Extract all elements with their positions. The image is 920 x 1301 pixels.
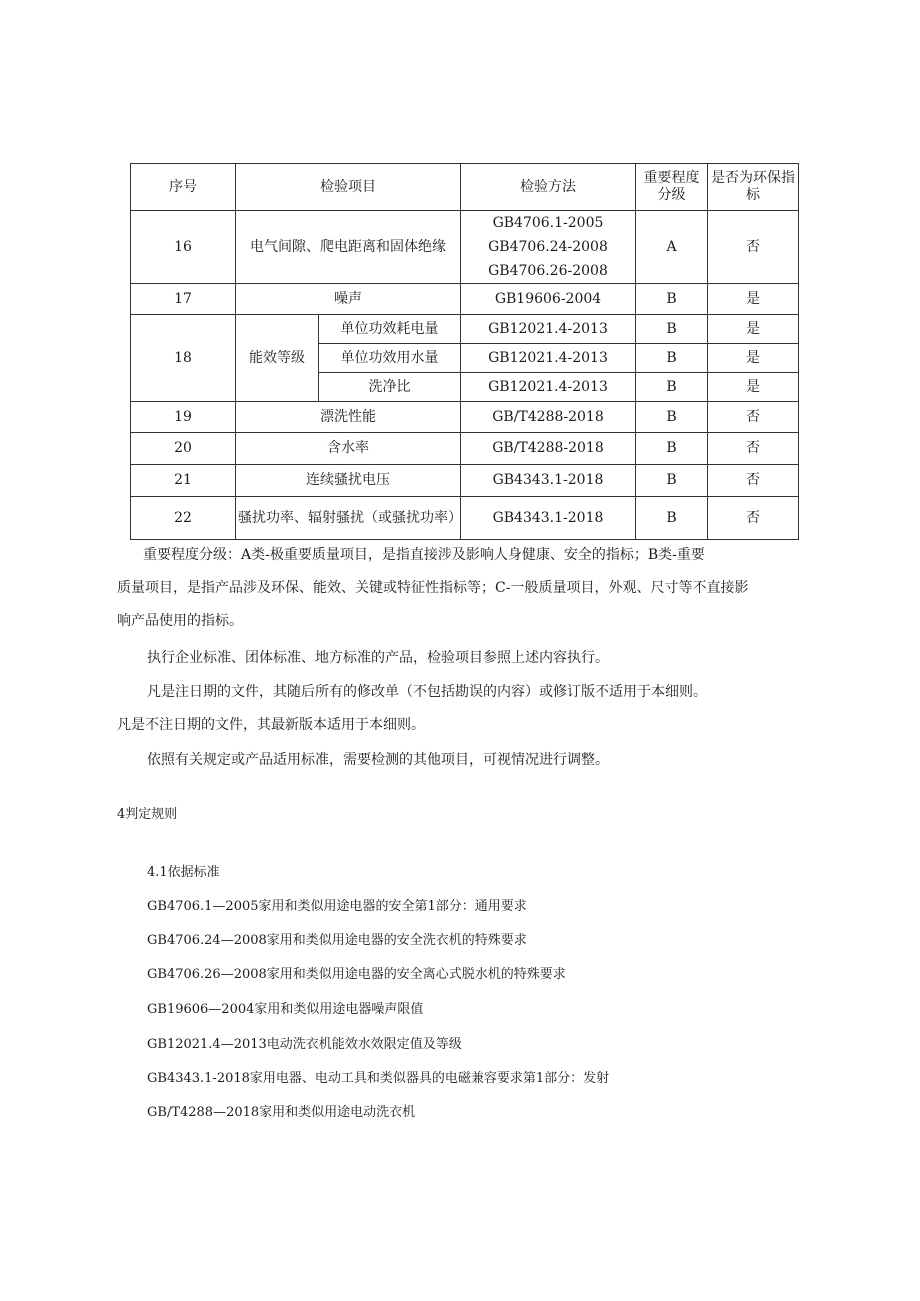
header-method: 检验方法 [461, 164, 636, 211]
row-grade: B [636, 284, 708, 315]
standard-item: GB/T4288—2018家用和类似用途电动洗衣机 [147, 1105, 416, 1120]
method-line: GB4706.1-2005 [492, 215, 604, 231]
row-eco: 否 [708, 402, 799, 433]
row-subitem: 单位功效用水量 [319, 344, 461, 373]
table-header-row [131, 164, 799, 211]
standard-item: GB19606—2004家用和类似用途电器噪声限值 [147, 1002, 424, 1017]
importance-note-line3: 响产品使用的指标。 [117, 613, 243, 629]
row-item: 电气间隙、爬电距离和固体绝缘 [236, 211, 461, 284]
row-method: GB4343.1-2018 [461, 465, 636, 497]
row-item: 能效等级 [236, 315, 319, 402]
row-method: GB12021.4-2013 [461, 373, 636, 402]
row-seq: 19 [131, 402, 236, 433]
table-row [131, 284, 799, 315]
standard-item: GB4706.26—2008家用和类似用途电器的安全离心式脱水机的特殊要求 [147, 967, 566, 982]
method-line: GB4706.26-2008 [488, 263, 608, 279]
method-line: GB4706.24-2008 [488, 239, 608, 255]
exec-standard-note: 执行企业标准、团体标准、地方标准的产品，检验项目参照上述内容执行。 [147, 650, 609, 666]
table-row [131, 465, 799, 497]
table-row [131, 497, 799, 540]
row-method [461, 211, 636, 284]
importance-note-line1: 重要程度分级：A类-极重要质量项目，是指直接涉及影响人身健康、安全的指标；B类-重要 [143, 547, 705, 563]
row-seq: 21 [131, 465, 236, 497]
dated-docs-note: 凡是注日期的文件，其随后所有的修改单（不包括勘误的内容）或修订版不适用于本细则。 [147, 684, 707, 700]
row-grade: B [636, 402, 708, 433]
row-eco: 是 [708, 373, 799, 402]
header-eco: 是否为环保指标 [708, 164, 799, 211]
header-seq: 序号 [131, 164, 236, 211]
row-eco: 否 [708, 465, 799, 497]
row-item: 漂洗性能 [236, 402, 461, 433]
row-item: 骚扰功率、辐射骚扰（或骚扰功率） [236, 497, 461, 540]
row-method: GB12021.4-2013 [461, 344, 636, 373]
row-method: GB4343.1-2018 [461, 497, 636, 540]
row-seq: 17 [131, 284, 236, 315]
row-seq: 18 [131, 315, 236, 402]
table-row [131, 402, 799, 433]
adjust-note: 依照有关规定或产品适用标准，需要检测的其他项目，可视情况进行调整。 [147, 752, 609, 768]
row-grade: B [636, 465, 708, 497]
row-seq: 22 [131, 497, 236, 540]
table-row [131, 315, 799, 344]
row-eco: 否 [708, 497, 799, 540]
standard-item: GB4706.24—2008家用和类似用途电器的安全洗衣机的特殊要求 [147, 933, 527, 948]
row-grade: A [636, 211, 708, 284]
row-method: GB12021.4-2013 [461, 315, 636, 344]
row-grade: B [636, 315, 708, 344]
row-item: 连续骚扰电压 [236, 465, 461, 497]
standard-item: GB12021.4—2013电动洗衣机能效水效限定值及等级 [147, 1037, 462, 1052]
row-item: 噪声 [236, 284, 461, 315]
header-item: 检验项目 [236, 164, 461, 211]
row-seq: 20 [131, 433, 236, 465]
row-eco: 是 [708, 284, 799, 315]
inspection-table [130, 163, 799, 540]
row-method: GB19606-2004 [461, 284, 636, 315]
importance-note-line2: 质量项目，是指产品涉及环保、能效、关键或特征性指标等；C-一般质量项目，外观、尺寸等不直接影 [117, 580, 749, 596]
row-grade: B [636, 344, 708, 373]
row-grade: B [636, 433, 708, 465]
row-grade: B [636, 497, 708, 540]
row-eco: 否 [708, 211, 799, 284]
row-method: GB/T4288-2018 [461, 433, 636, 465]
table-row [131, 211, 799, 284]
row-subitem: 单位功效耗电量 [319, 315, 461, 344]
row-item: 含水率 [236, 433, 461, 465]
row-grade: B [636, 373, 708, 402]
row-subitem: 洗净比 [319, 373, 461, 402]
row-eco: 是 [708, 315, 799, 344]
subsection-title: 4.1依据标准 [147, 865, 220, 880]
standard-item: GB4343.1-2018家用电器、电动工具和类似器具的电磁兼容要求第1部分：发射 [147, 1071, 610, 1086]
section-title: 4判定规则 [117, 807, 178, 822]
undated-docs-note: 凡是不注日期的文件，其最新版本适用于本细则。 [117, 717, 425, 733]
table-row [131, 433, 799, 465]
row-method: GB/T4288-2018 [461, 402, 636, 433]
row-eco: 否 [708, 433, 799, 465]
row-seq: 16 [131, 211, 236, 284]
row-eco: 是 [708, 344, 799, 373]
header-importance: 重要程度分级 [636, 164, 708, 211]
standard-item: GB4706.1—2005家用和类似用途电器的安全第1部分：通用要求 [147, 899, 527, 914]
